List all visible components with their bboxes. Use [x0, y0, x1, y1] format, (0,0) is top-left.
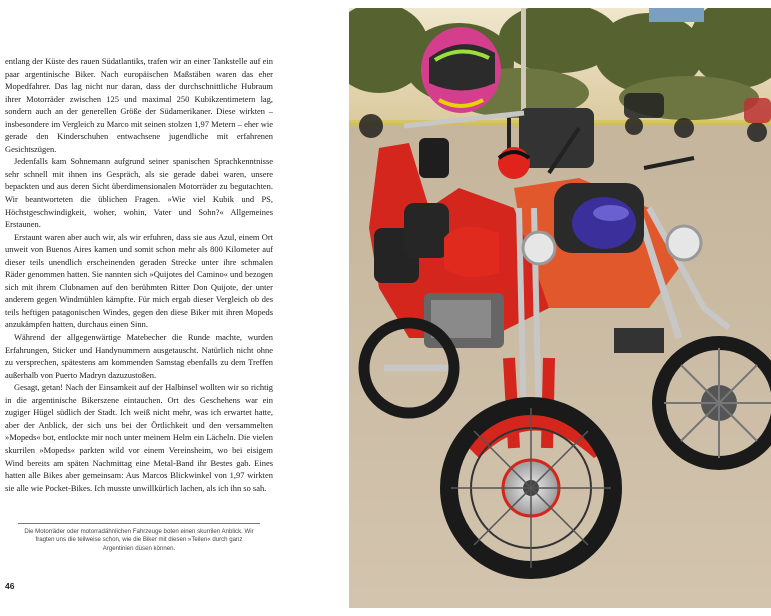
paragraph: Jedenfalls kam Sohnemann aufgrund seiner spanischen Sprachkenntnisse sehr schnell mit ihnen ins Gespräch, als sie gerade dabei waren, unsere bepackten und aus deren Sicht überdimensionalen Motorräder zu begutachten. Wir beantworteten die üblichen Fragen. »Wie viel Kubik und PS, Höchstgeschwindigkeit, woher, wohin, Vater und Sohn?« Allgemeines Erstaunen. — [5, 156, 273, 230]
paragraph: Erstaunt waren aber auch wir, als wir erfuhren, dass sie aus Azul, einem Ort unweit von Buenos Aires kamen und somit schon mehr als 800 Kilometer auf dieser teils unendlich erscheinenden geraden Strecke unter ihre schmalen Räder genommen hatten. Sie nannten sich »Quijotes del Camino« und bezogen sich mit ihrem Clubnamen auf den berühmten Ritter Don Quijote, der unter anderem gegen Windmühlen kämpfte. Für mich ergab dieser Vergleich ob des teils heftigen patagonischen Windes, gegen den diese Biker mit ihren Mopeds anzukämpfen hatten, durchaus einen Sinn. — [5, 231, 273, 330]
flag — [649, 8, 704, 22]
pole — [521, 8, 526, 118]
mirror-bag — [419, 138, 449, 178]
orange-headlight — [667, 226, 701, 260]
seat — [404, 203, 449, 258]
motorcycle-photo — [349, 8, 771, 608]
red-headlight — [523, 232, 555, 264]
blue-helmet — [572, 197, 636, 249]
page-number: 46 — [5, 581, 15, 591]
caption-divider — [18, 523, 260, 524]
paragraph: entlang der Küste des rauen Südatlantiks, trafen wir an einer Tankstelle auf ein paar argentinische Biker. Nach europäischen Maßstäben waren das eher Mopedfahrer. Das lag nicht nur daran, dass der durchschnittliche Hubraum ihrer Motorräder zwischen 125 und maximal 250 Kubikzentimetern lag, sondern auch an der generellen Größe der Südamerikaner. Diese wirkten – insbesondere im Vergleich zu Marco mit seinen stolzen 1,97 Metern – eher wie gerade den Kinderschuhen entwachsene jugendliche mit erfahrenen Gesichtszügen. — [5, 56, 273, 154]
paragraph: Gesagt, getan! Nach der Einsamkeit auf der Halbinsel wollten wir so richtig in die argentinische Bikerszene eintauchen. Ort des Geschehens war ein zugiger Hügel südlich der Stadt. Ich weiß nicht mehr, was ich erwartet hatte, aber der Anblick, der sich uns bei der Örtlichkeit und den versammelten »Mopeds« bot, entlockte mir noch unter meinem Helm ein Lächeln. Die vielen skurrilen »Mopeds« parkten wild vor einem Vereinsheim, wo bei eisigem Wind bereits am späten Nachmittag eine Metal-Band ihr Bestes gab. Eines hatten alle Bikes aber gemeinsam: Aus Marcos Blickwinkel von 1,97 wirkten sie alle wie Pocket-Bikes. Ich musste unwillkürlich lachen, als ich ihn so sah. — [5, 382, 273, 493]
photo-caption: Die Motorräder oder motorradähnlichen Fahrzeuge boten einen skurrilen Anblick. Wir fragten uns die teilweise schon, wie die Biker mit diesen »Teilen« durch ganz Argentinien düsen können. — [24, 528, 254, 552]
paragraph: Während der allgegenwärtige Matebecher die Runde machte, wurden Erfahrungen, Sticker und Handynummern ausgetauscht. Natürlich nicht ohne zu versprechen, spätestens am kommenden Samstag ebenfalls zu dem Treffen außerhalb von Puerto Madryn dazuzustoßen. — [5, 332, 273, 380]
body-text — [5, 55, 273, 494]
